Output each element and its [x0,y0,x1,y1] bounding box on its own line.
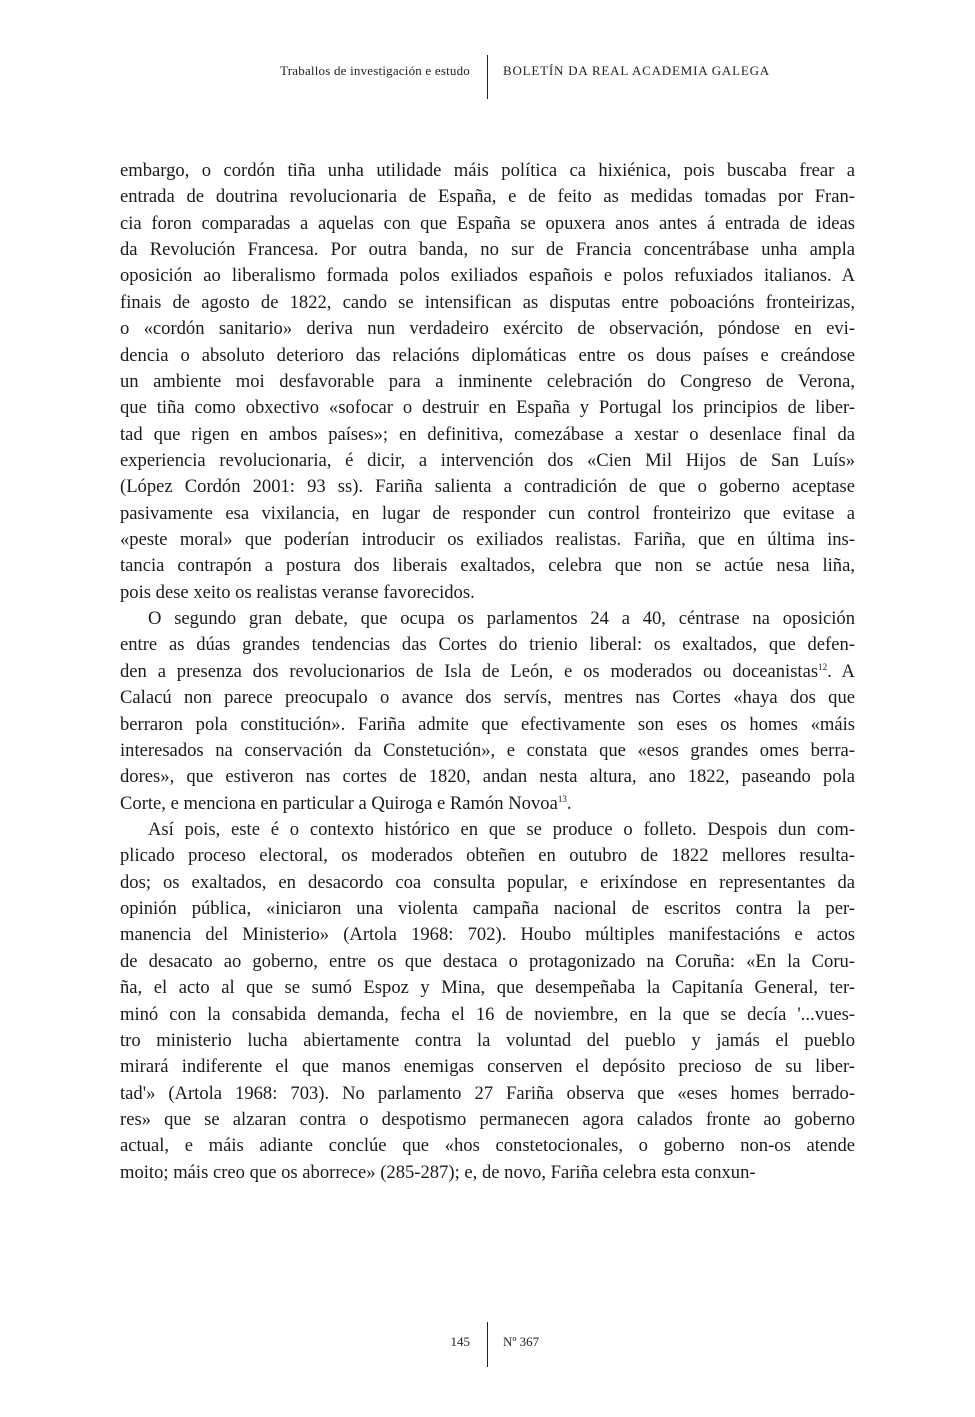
body-text [120,158,855,1186]
footnote-marker[interactable]: 12 [818,661,828,672]
text-line: dores», que estiveron nas cortes de 1820, andan nesta altura, ano 1822, paseando pola [120,766,855,788]
line-text: . [566,792,572,814]
line-text: . A [827,660,855,682]
text-line: tro ministerio lucha abiertamente contra la voluntad del pueblo y jamás el pueblo [120,1029,855,1051]
text-line: tancia contrapón a postura dos liberais exaltados, celebra que non se actúe nesa liña, [120,555,855,577]
issue-number: Nº 367 [503,1334,540,1349]
text-line: de desacato ao goberno, entre os que destaca o protagonizado na Coruña: «En la Coru- [120,950,855,972]
page-number: 145 [450,1334,470,1349]
text-line: (López Cordón 2001: 93 ss). Fariña salienta a contradición de que o goberno aceptase [120,476,855,498]
running-header-section: Traballos de investigación e estudo [280,63,470,78]
text-line: moito; máis creo que os aborrece» (285-287); e, de novo, Fariña celebra esta conxun- [120,1161,756,1183]
text-line: pois dese xeito os realistas veranse favorecidos. [120,581,475,603]
text-line: actual, e máis adiante conclúe que «hos constetocionales, o goberno non-os atende [120,1135,855,1157]
text-line: interesados na conservación da Constetución», e constata que «esos grandes omes berra- [120,739,855,761]
text-line: plicado proceso electoral, os moderados obteñen en outubro de 1822 mellores resulta- [120,845,855,867]
text-line: cia foron comparadas a aquelas con que España se opuxera anos antes á entrada de ideas [120,212,855,234]
text-line: o «cordón sanitario» deriva nun verdadeiro exército de observación, póndose en evi- [120,318,855,340]
text-line [120,659,855,685]
line-text: Corte, e menciona en particular a Quiroga e Ramón Novoa [120,792,558,814]
text-line: un ambiente moi desfavorable para a inminente celebración do Congreso de Verona, [120,370,855,392]
text-line: O segundo gran debate, que ocupa os parlamentos 24 a 40, céntrase na oposición [148,608,855,630]
text-line: berraron pola constitución». Fariña admite que efectivamente son eses os homes «máis [120,713,855,735]
text-line: entrada de doutrina revolucionaria de España, e de feito as medidas tomadas por Fran- [120,186,855,208]
text-line [120,791,855,817]
text-line: opinión pública, «iniciaron una violenta campaña nacional de escritos contra la per- [120,898,855,920]
footer-divider [487,1322,488,1367]
text-line: res» que se alzaran contra o despotismo permanecen agora calados fronte ao goberno [120,1108,855,1130]
running-header-journal: BOLETÍN DA REAL ACADEMIA GALEGA [503,63,770,78]
line-text: den a presenza dos revolucionarios de Isla de León, e os moderados ou doceanistas [120,660,819,682]
text-line: Así pois, este é o contexto histórico en que se produce o folleto. Despois dun com- [148,818,855,840]
footnote-marker[interactable]: 13 [557,793,567,804]
text-line: experiencia revolucionaria, é dicir, a intervención dos «Cien Mil Hijos de San Luís» [120,449,855,471]
text-line: embargo, o cordón tiña unha utilidade máis política ca hixiénica, pois buscaba frear a [120,160,855,181]
text-line: «peste moral» que poderían introducir os exiliados realistas. Fariña, que en última ins- [120,529,855,551]
text-line: minó con la consabida demanda, fecha el 16 de noviembre, en la que se decía '...vues- [120,1003,855,1025]
text-line: Calacú non parece preocupalo o avance dos servís, mentres nas Cortes «haya dos que [120,687,855,709]
text-line: pasivamente esa vixilancia, en lugar de responder cun control fronteirizo que evitase a [120,502,855,524]
text-line: ña, el acto al que se sumó Espoz y Mina, que desempeñaba la Capitanía General, ter- [120,977,855,999]
text-line: tad'» (Artola 1968: 703). No parlamento 27 Fariña observa que «eses homes berrado- [120,1082,855,1104]
text-line: tad que rigen en ambos países»; en definitiva, comezábase a xestar o desenlace final da [120,423,855,445]
text-line: manencia del Ministerio» (Artola 1968: 702). Houbo múltiples manifestacións e actos [120,924,855,946]
text-line: dencia o absoluto deterioro das relacións diplomáticas entre os dous países e creándose [120,344,855,366]
text-line: dos; os exaltados, en desacordo coa consulta popular, e erixíndose en representantes da [120,871,855,893]
text-line: mirará indiferente el que manos enemigas conserven el depósito precioso de su liber- [120,1056,855,1078]
header-divider [487,55,488,99]
text-line: oposición ao liberalismo formada polos exiliados españois e polos refuxiados italianos. A [120,265,855,287]
text-line: entre as dúas grandes tendencias das Cortes do trienio liberal: os exaltados, que defen- [120,634,855,656]
text-line: finais de agosto de 1822, cando se intensifican as disputas entre poboacións fronteirizas, [120,291,855,313]
text-line: da Revolución Francesa. Por outra banda, no sur de Francia concentrábase unha ampla [120,239,855,261]
text-line: que tiña como obxectivo «sofocar o destruir en España y Portugal los principios de liber- [120,397,855,419]
